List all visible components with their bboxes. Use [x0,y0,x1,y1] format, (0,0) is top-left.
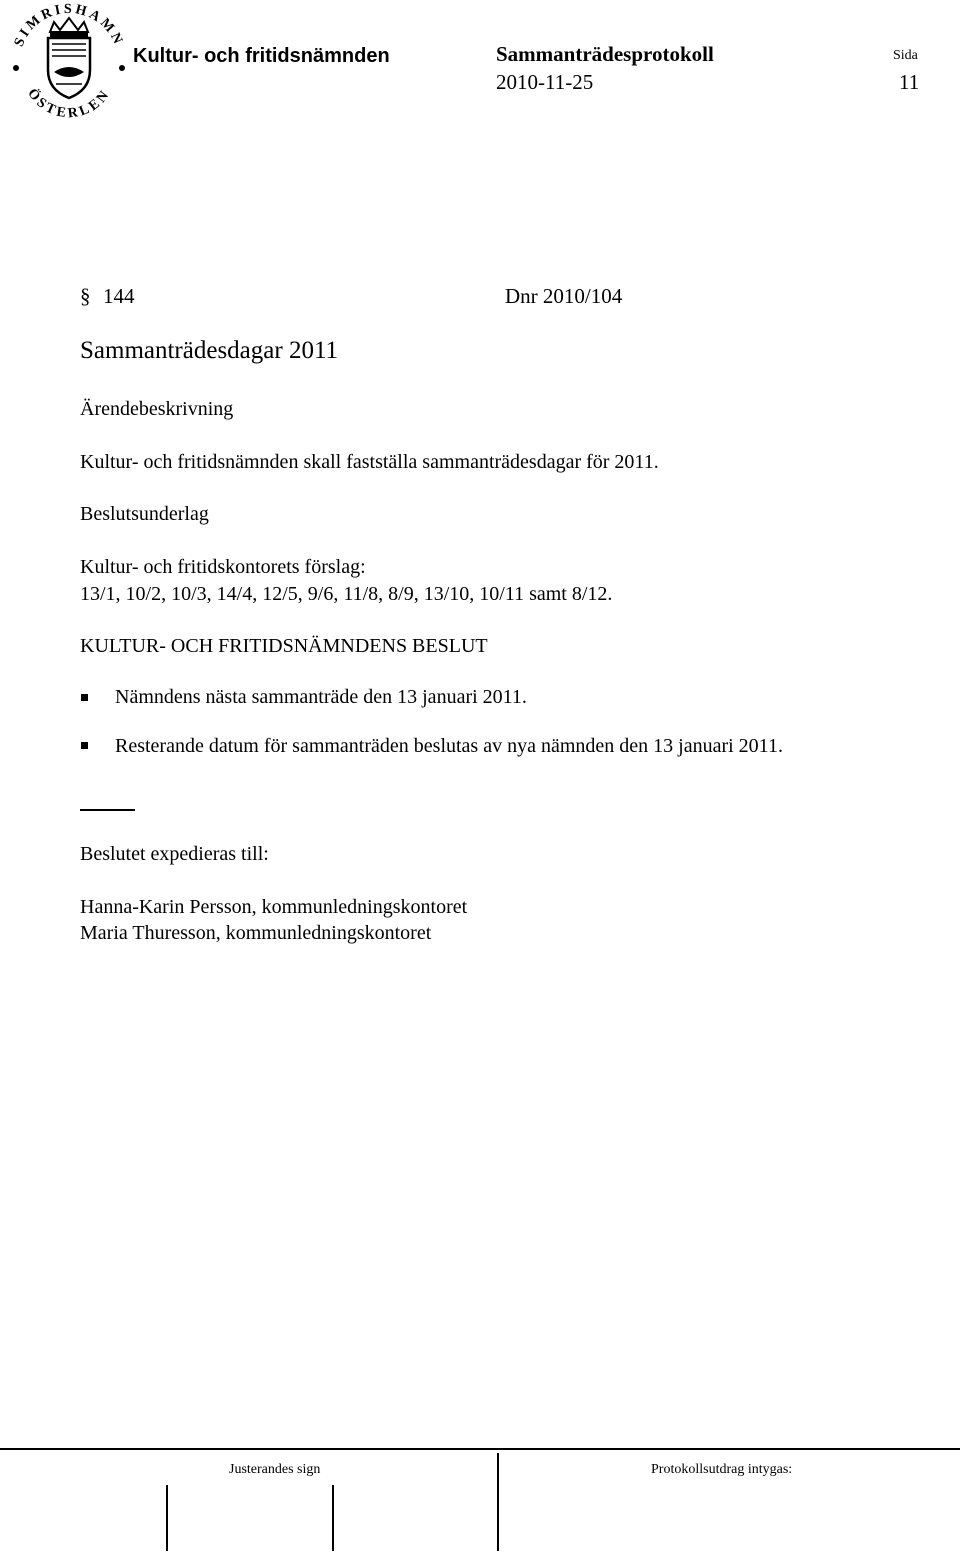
signature-box-divider [497,1453,499,1551]
extract-certified-label: Protokollsutdrag intygas: [651,1462,793,1477]
diary-number: Dnr 2010/104 [505,284,623,308]
bullet-square-icon [81,742,88,749]
footer-rule [0,1448,960,1450]
adjusters-sign-label: Justerandes sign [229,1462,321,1477]
case-number: 144 [103,284,135,308]
case-title: Sammanträdesdagar 2011 [80,337,339,364]
organization-name: Kultur- och fritidsnämnden [133,45,390,67]
decision-heading: KULTUR- OCH FRITIDSNÄMNDENS BESLUT [80,635,488,657]
svg-text:SIMRISHAMN: SIMRISHAMN [11,1,127,50]
svg-text:ÖSTERLEN: ÖSTERLEN [24,86,114,122]
bullet-square-icon [81,694,88,701]
page-number: 11 [899,70,920,94]
sent-to-label: Beslutet expedieras till: [80,843,269,865]
signature-box-divider [332,1485,334,1551]
document-type: Sammanträdesprotokoll [496,42,714,66]
recipient: Hanna-Karin Persson, kommunledningskontoret [80,896,468,918]
description-heading: Ärendebeskrivning [80,398,234,420]
signature-box-divider [166,1485,168,1551]
decision-item: Nämndens nästa sammanträde den 13 januari 2011. [115,686,527,708]
decision-item: Resterande datum för sammanträden beslutas av nya nämnden den 13 januari 2011. [115,735,783,757]
paragraph-symbol: § [80,284,91,308]
section-divider [80,809,135,811]
municipality-logo [6,0,132,122]
basis-line-2: 13/1, 10/2, 10/3, 14/4, 12/5, 9/6, 11/8, 8/9, 13/10, 10/11 samt 8/12. [80,583,613,605]
description-text: Kultur- och fritidsnämnden skall fastställa sammanträdesdagar för 2011. [80,451,659,473]
page-label: Sida [893,48,918,63]
coat-of-arms-icon [6,0,132,122]
basis-heading: Beslutsunderlag [80,503,209,525]
basis-line-1: Kultur- och fritidskontorets förslag: [80,556,366,578]
document-date: 2010-11-25 [496,70,594,94]
recipient: Maria Thuresson, kommunledningskontoret [80,922,432,944]
